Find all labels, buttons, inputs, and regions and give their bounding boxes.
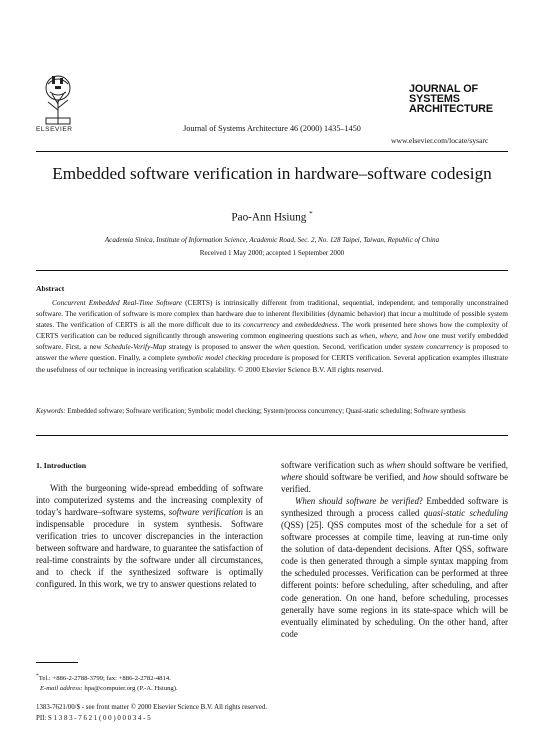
journal-logo-line1: JOURNAL OF — [409, 83, 478, 95]
body-em: quasi-static scheduling — [423, 508, 508, 519]
footnote-email-label: E-mail address: — [40, 685, 83, 693]
right-paragraph-1 — [281, 459, 508, 495]
received-dates: Received 1 May 2000; accepted 1 September 2000 — [199, 249, 345, 257]
footnote-rule — [36, 662, 78, 663]
abstract-text — [36, 297, 508, 375]
abstract-run: , — [375, 331, 380, 341]
abstract-em: when — [359, 331, 376, 341]
abstract-bottom-rule — [36, 435, 508, 436]
abstract-run: is proposed to answer the — [36, 342, 508, 363]
abstract-em: Schedule-Verify-Map — [104, 342, 167, 352]
abstract-em: where — [379, 331, 398, 341]
right-column-text — [281, 459, 508, 640]
journal-logo-line2: SYSTEMS — [409, 93, 460, 105]
issn-block — [36, 702, 267, 724]
abstract-run: procedure is proposed for CERTS verification. Several application examples illustrate the usefulness of our technique in increasing verification scalability. © 2000 Elsevier Science B.V. All rights reserved. — [36, 353, 508, 374]
abstract-em: where — [69, 353, 88, 363]
body-run: should software be verified, — [405, 460, 508, 470]
body-run: should software be verified. — [281, 472, 509, 495]
abstract-em: Concurrent Embedded Real-Time Software — [52, 298, 182, 307]
paper-title: Embedded software verification in hardware–software codesign — [52, 164, 492, 183]
body-run: ? Embedded software is synthesized through a process called — [281, 496, 508, 519]
body-run: With the burgeoning wide-spread embedding of software into computerized systems and the increasing complexity of today’s hardware–software systems, — [36, 483, 263, 518]
footnote-email — [36, 684, 263, 694]
abstract-run: (CERTS) is intrinsically different from traditional, sequential, independent, and temporally unconstrained software. The verification of software is more complex than hardware due to inherent flexibilities (dynamic behavior) that incur a multitude of possible system states. The verification of CERTS is all the more difficult due to its — [36, 298, 508, 330]
footnote-email-text[interactable]: hpa@computer.org (P.-A. Hsiung). — [82, 685, 178, 693]
pii-line: PII: S 1 3 8 3 - 7 6 2 1 ( 0 0 ) 0 0 0 3 4 - 5 — [36, 715, 151, 722]
body-em: when — [386, 460, 406, 470]
right-paragraph-2 — [281, 495, 508, 640]
keywords — [36, 407, 508, 417]
publisher-name: ELSEVIER — [36, 126, 73, 133]
body-em: software verification — [168, 507, 243, 518]
keywords-label: Keywords: — [36, 408, 66, 415]
abstract-em: embeddedness — [295, 320, 338, 330]
abstract-em: concurrency — [243, 320, 280, 330]
left-column-text — [36, 482, 263, 590]
journal-url[interactable]: www.elsevier.com/locate/sysarc — [391, 136, 489, 145]
abstract-em: symbolic model checking — [177, 353, 252, 363]
abstract-run: , and — [397, 331, 415, 341]
body-run: (QSS) [25]. QSS computes most of the schedule for a set of software processes at compile time, leaving at run-time only the solution of data-dependent decisions. After QSS, software code is then generated through a simple syntax mapping from the scheduled processes. Verification can be performed at three different points: before scheduling, after scheduling, and after code generation. On one hand, before scheduling, processes generally have some regions in its state-space which will be eventually eliminated by scheduling. On the other hand, after code — [281, 520, 508, 639]
affiliation: Academia Sinica, Institute of Information Science, Academic Road, Sec. 2, No. 128 Taipei, Taiwan, Republic of China — [104, 236, 440, 244]
abstract-run: question. Finally, a complete — [87, 353, 178, 363]
journal-logo-line3: ARCHITECTURE — [409, 103, 493, 115]
body-run: software verification such as — [281, 460, 387, 470]
body-run: should software be verified, and — [302, 472, 423, 483]
journal-logo — [409, 84, 493, 114]
header-rule — [36, 151, 508, 152]
footnote-mark: * — [36, 673, 39, 679]
elsevier-tree-logo — [38, 70, 78, 132]
footnote — [36, 671, 263, 694]
abstract-run: . The work presented here shows how the complexity of CERTS verification can be reduced significantly through answering common engineering questions such as — [36, 320, 508, 341]
issn-line: 1383-7621/00/$ - see front matter © 2000 Elsevier Science B.V. All rights reserved. — [36, 704, 268, 711]
body-em: where — [281, 472, 303, 483]
abstract-em: system concurrency — [404, 342, 463, 352]
abstract-em: how — [414, 331, 427, 341]
abstract-run: strategy is proposed to answer the — [166, 342, 275, 352]
journal-citation: Journal of Systems Architecture 46 (2000) 1435–1450 — [183, 124, 361, 133]
abstract-heading: Abstract — [36, 284, 65, 293]
body-em: how — [422, 472, 438, 483]
author-name: Pao-Ann Hsiung — [231, 211, 307, 224]
author-line — [0, 210, 544, 224]
author-footnote-mark[interactable]: * — [309, 210, 313, 218]
keywords-list: Embedded software; Software verification; Symbolic model checking; System/process concurrency; Quasi-static scheduling; Software synthesis — [65, 408, 466, 415]
footnote-tel-text: Tel.: +886-2-2788-3799; fax: +886-2-2782-4814. — [38, 675, 171, 683]
abstract-run: one must verify embedded software. First, a new — [36, 331, 508, 352]
body-run: is an indispensable procedure in system synthesis. Software verification tries to uncover discrepancies in the interaction between software and hardware, to guarantee the satisfaction of real-time constraints by the software under all circumstances, and to check if the synthesized software is optimally configured. In this work, we try to answer questions related to — [36, 507, 264, 590]
abstract-top-rule — [36, 270, 508, 271]
abstract-run: question. Second, verification under — [290, 342, 405, 352]
footnote-tel — [36, 671, 263, 684]
abstract-em: when — [274, 342, 291, 352]
body-em: When should software be verified — [295, 496, 419, 507]
abstract-run: and — [279, 320, 296, 330]
section-heading: 1. Introduction — [36, 461, 87, 470]
